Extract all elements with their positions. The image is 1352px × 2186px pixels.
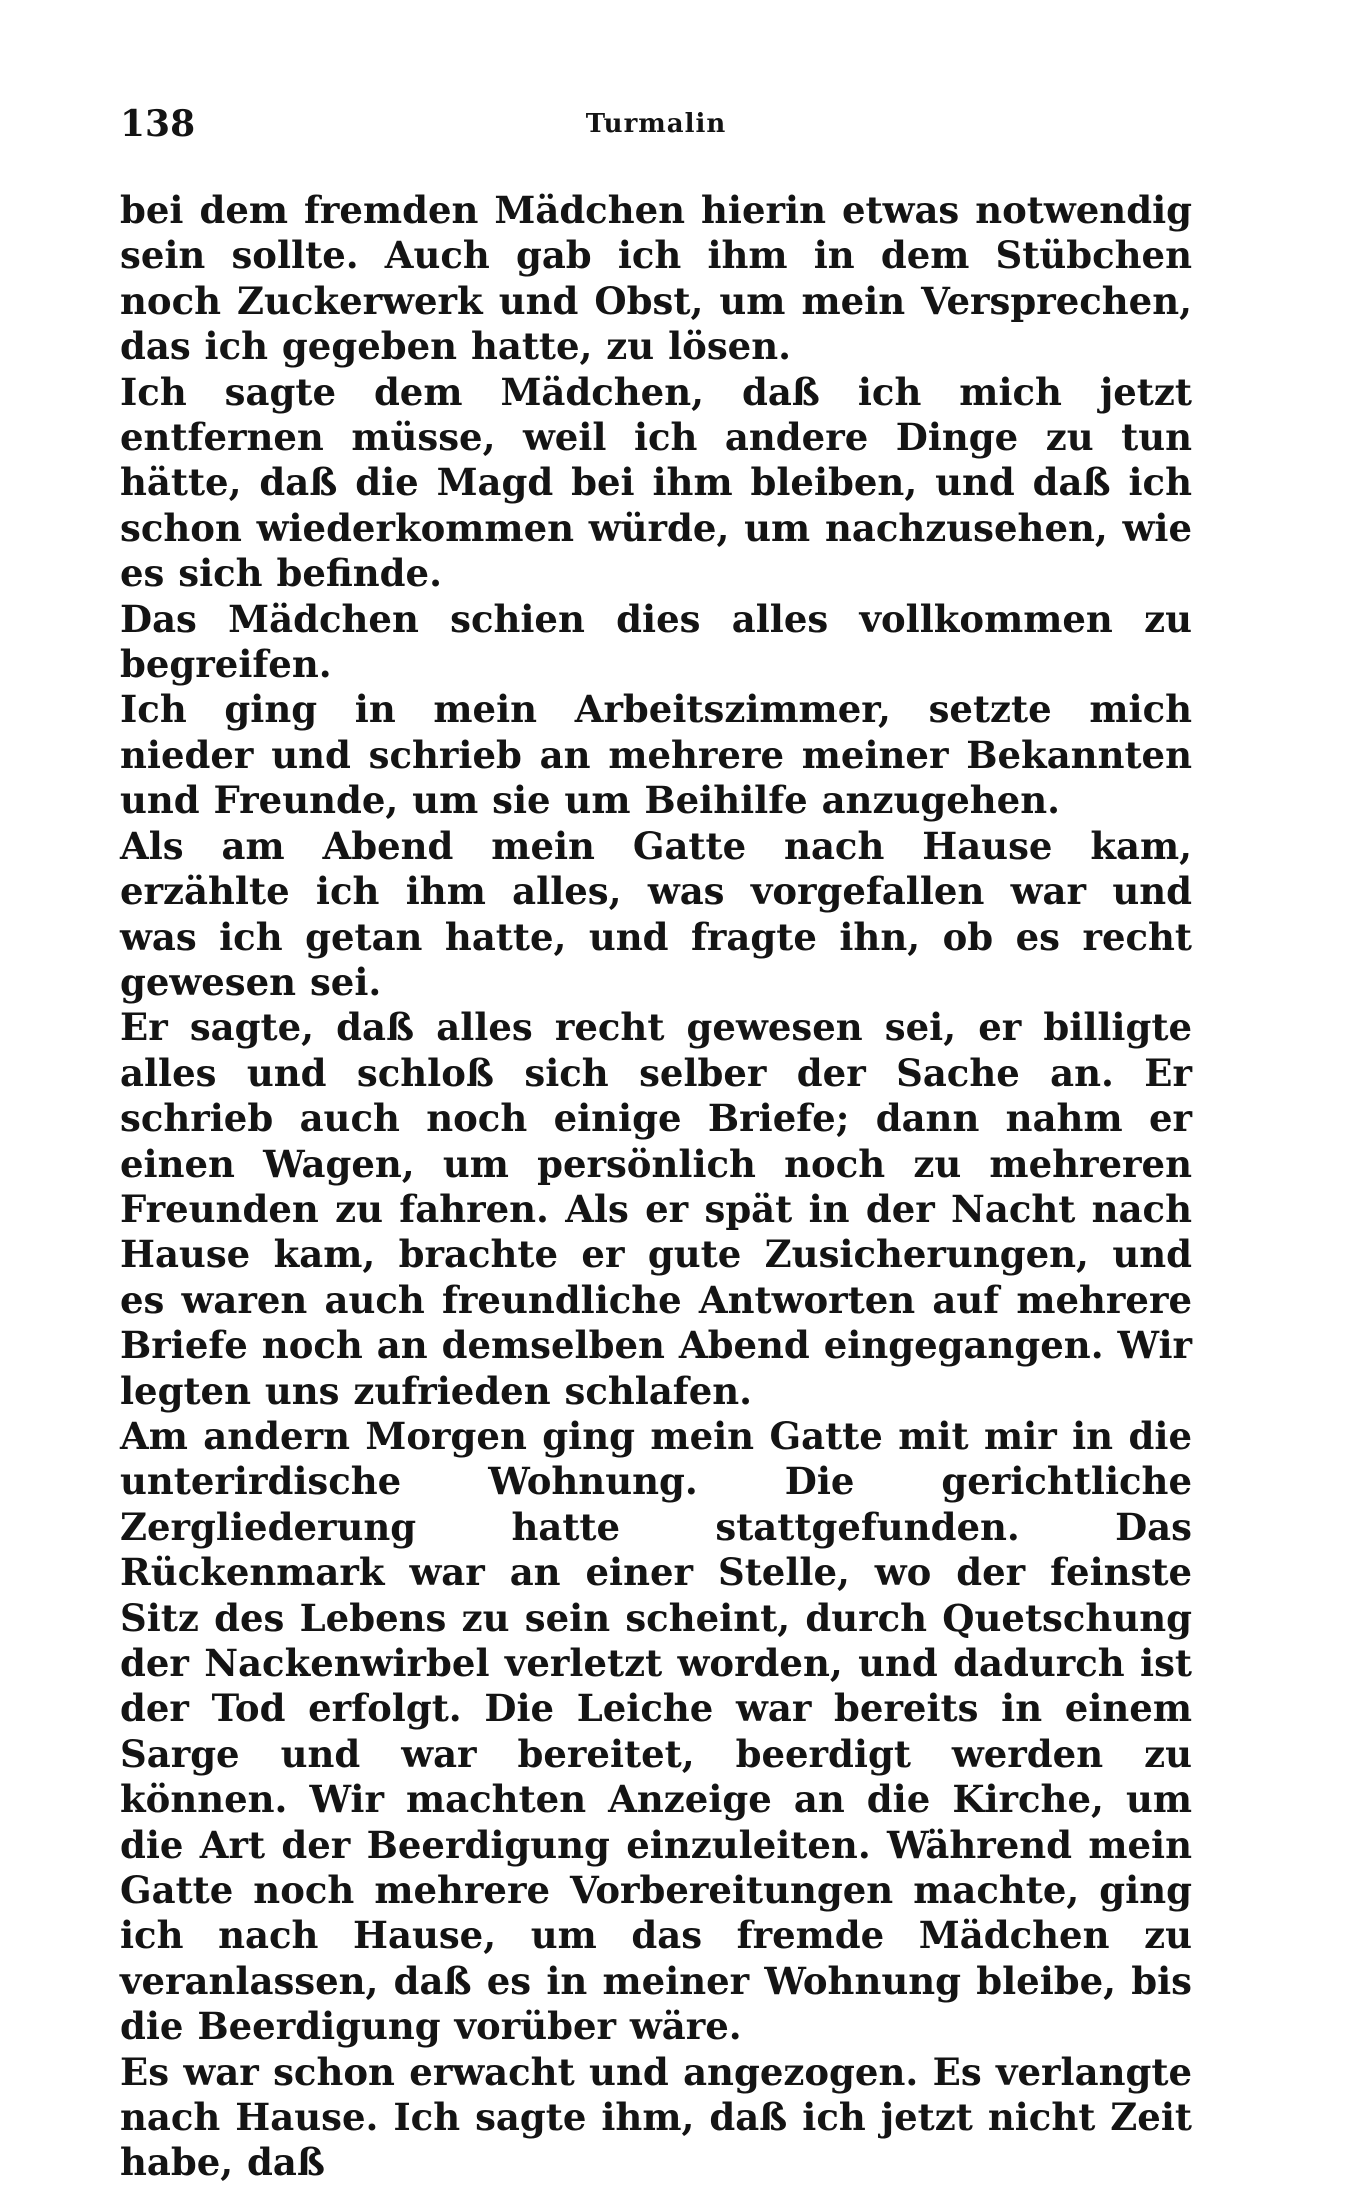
paragraph: Es war schon erwacht und angezogen. Es verlangte nach Hause. Ich sagte ihm, daß ich jetzt nicht Zeit habe, daß bbox=[120, 2049, 1192, 2185]
page-header bbox=[120, 96, 1192, 156]
paragraph: Er sagte, daß alles recht gewesen sei, er billigte alles und schloß sich selber der Sache an. Er schrieb auch noch einige Briefe; dann nahm er einen Wagen, um persönlich noch zu mehreren Freunden zu fahren. Als er spät in der Nacht nach Hause kam, brachte er gute Zusicherungen, und es waren auch freundliche Antworten auf mehrere Briefe noch an demselben Abend eingegangen. Wir legten uns zufrieden schlafen. bbox=[120, 1005, 1192, 1413]
paragraph: Am andern Morgen ging mein Gatte mit mir in die unterirdische Wohnung. Die gerichtliche Zergliederung hatte stattgefunden. Das Rückenmark war an einer Stelle, wo der feinste Sitz des Lebens zu sein scheint, durch Quetschung der Nackenwirbel verletzt worden, und dadurch ist der Tod erfolgt. Die Leiche war bereits in einem Sarge und war bereitet, beerdigt werden zu können. Wir machten Anzeige an die Kirche, um die Art der Beerdigung einzuleiten. Während mein Gatte noch mehrere Vorbereitungen machte, ging ich nach Hause, um das fremde Mädchen zu veranlassen, daß es in meiner Wohnung bleibe, bis die Beerdigung vorüber wäre. bbox=[120, 1413, 1192, 2049]
paragraph: Ich ging in mein Arbeitszimmer, setzte mich nieder und schrieb an mehrere meiner Bekannten und Freunde, um sie um Beihilfe anzugehen. bbox=[120, 687, 1192, 823]
page-number: 138 bbox=[120, 103, 196, 145]
paragraph: Ich sagte dem Mädchen, daß ich mich jetzt entfernen müsse, weil ich andere Dinge zu tun hätte, daß die Magd bei ihm bleiben, und daß ich schon wiederkommen würde, um nachzusehen, wie es sich befinde. bbox=[120, 369, 1192, 596]
running-title: Turmalin bbox=[585, 109, 727, 139]
paragraph: bei dem fremden Mädchen hierin etwas notwendig sein sollte. Auch gab ich ihm in dem Stübchen noch Zuckerwerk und Obst, um mein Versprechen, das ich gegeben hatte, zu lösen. bbox=[120, 188, 1192, 369]
body-text bbox=[120, 188, 1192, 2186]
paragraph: Das Mädchen schien dies alles vollkommen zu begreifen. bbox=[120, 596, 1192, 687]
paragraph: Als am Abend mein Gatte nach Hause kam, erzählte ich ihm alles, was vorgefallen war und was ich getan hatte, und fragte ihn, ob es recht gewesen sei. bbox=[120, 823, 1192, 1004]
